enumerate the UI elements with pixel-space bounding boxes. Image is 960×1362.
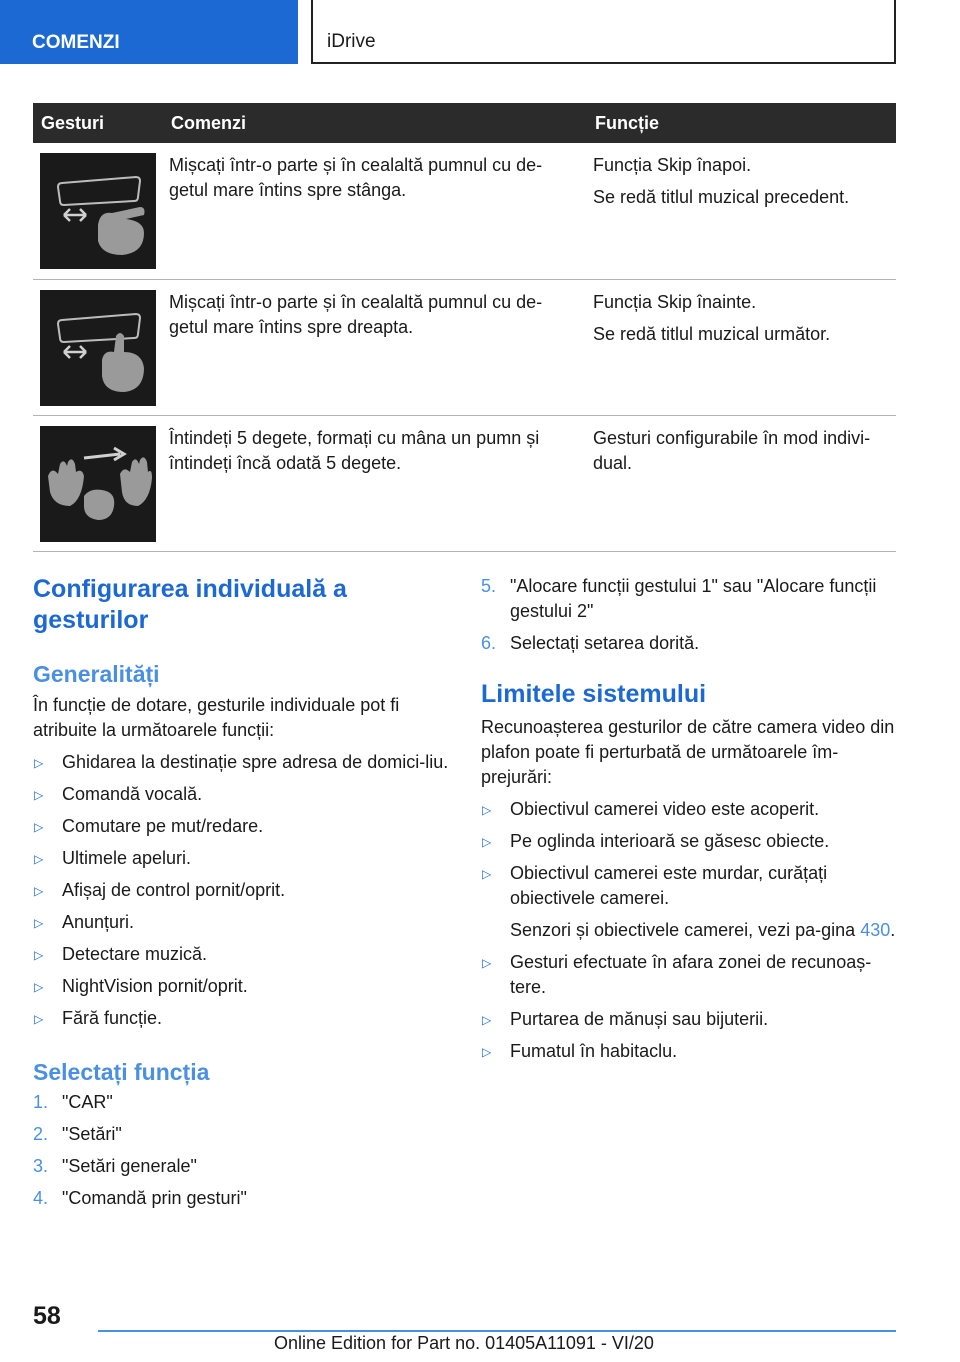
gesture-table bbox=[33, 103, 896, 552]
triangle-bullet-icon: ▷ bbox=[482, 803, 492, 817]
footer-text: Online Edition for Part no. 01405A11091 - VI/20 bbox=[274, 1333, 654, 1353]
triangle-bullet-icon: ▷ bbox=[34, 852, 44, 866]
triangle-bullet-icon: ▷ bbox=[34, 1012, 44, 1026]
list-item: ▷ NightVision pornit/oprit. bbox=[33, 974, 451, 999]
list-item: ▷ Anunțuri. bbox=[33, 910, 451, 935]
table-row bbox=[33, 143, 896, 279]
function-list bbox=[33, 750, 451, 1031]
triangle-bullet-icon: ▷ bbox=[34, 820, 44, 834]
triangle-bullet-icon: ▷ bbox=[482, 1013, 492, 1027]
list-item: ▷ Comandă vocală. bbox=[33, 782, 451, 807]
triangle-bullet-icon: ▷ bbox=[482, 956, 492, 970]
col-header-commands: Comenzi bbox=[163, 103, 587, 143]
list-item: ▷ Detectare muzică. bbox=[33, 942, 451, 967]
command-text: Mișcați într-o parte și în cealaltă pumnul cu de-getul mare întins spre stânga. bbox=[163, 143, 587, 279]
list-item: ▷ Afișaj de control pornit/oprit. bbox=[33, 878, 451, 903]
gesture-image-cell bbox=[33, 143, 163, 279]
function-text bbox=[587, 279, 896, 415]
list-item: ▷ Purtarea de mănuși sau bijuterii. bbox=[481, 1007, 899, 1032]
step-item: 1. "CAR" bbox=[33, 1092, 113, 1112]
triangle-bullet-icon: ▷ bbox=[34, 916, 44, 930]
list-item: ▷ Fără funcție. bbox=[33, 1006, 451, 1031]
limits-list-continued bbox=[481, 950, 899, 1064]
function-line: Se redă titlul muzical precedent. bbox=[593, 187, 850, 207]
list-item: ▷ Ghidarea la destinație spre adresa de domici-liu. bbox=[33, 750, 451, 775]
swipe-left-gesture-icon bbox=[40, 153, 156, 269]
list-item: ▷ Pe oglinda interioară se găsesc obiecte. bbox=[481, 829, 899, 854]
function-line: Gesturi configurabile în mod indivi-dual. bbox=[593, 427, 871, 473]
gesture-image-cell bbox=[33, 279, 163, 415]
function-line: Funcția Skip înapoi. bbox=[593, 155, 752, 175]
step-item: 2. "Setări" bbox=[33, 1124, 122, 1144]
chapter-tab bbox=[311, 0, 896, 64]
list-item: ▷ Obiectivul camerei video este acoperit. bbox=[481, 797, 899, 822]
command-text: Întindeți 5 degete, formați cu mâna un pumn și întindeți încă odată 5 degete. bbox=[163, 415, 587, 551]
cross-reference: Senzori și obiectivele camerei, vezi pa-gina 430. bbox=[510, 920, 896, 940]
list-item: ▷ Obiectivul camerei este murdar, curățați obiectivele camerei. bbox=[482, 863, 828, 908]
function-line: Se redă titlul muzical următor. bbox=[593, 323, 831, 344]
limits-text: Recunoașterea gesturilor de către camera video din plafon poate fi perturbată de următoarele îm-prejurări: bbox=[481, 717, 895, 787]
triangle-bullet-icon: ▷ bbox=[34, 884, 44, 898]
steps-list bbox=[33, 1090, 451, 1211]
section-tab[interactable] bbox=[0, 0, 298, 64]
triangle-bullet-icon: ▷ bbox=[34, 948, 44, 962]
list-item: ▷ Fumatul în habitaclu. bbox=[481, 1039, 899, 1064]
table-header-row bbox=[33, 103, 896, 143]
step-item: 5. "Alocare funcții gestului 1" sau "Alocare funcții gestului 2" bbox=[481, 576, 877, 621]
step-item: 4. "Comandă prin gesturi" bbox=[33, 1188, 247, 1208]
gesture-image-cell bbox=[33, 415, 163, 551]
triangle-bullet-icon: ▷ bbox=[34, 980, 44, 994]
steps-list-continued bbox=[481, 574, 899, 656]
list-item: ▷ Gesturi efectuate în afara zonei de recunoaș-tere. bbox=[482, 952, 872, 997]
limits-title: Limitele sistemului bbox=[481, 680, 707, 708]
page-link[interactable]: 430 bbox=[860, 920, 891, 940]
list-item: ▷ Comutare pe mut/redare. bbox=[33, 814, 451, 839]
list-item: ▷ Ultimele apeluri. bbox=[33, 846, 451, 871]
spread-fist-spread-gesture-icon bbox=[40, 426, 156, 542]
step-item: 6. Selectați setarea dorită. bbox=[481, 633, 700, 653]
chapter-label: iDrive bbox=[327, 31, 376, 52]
triangle-bullet-icon: ▷ bbox=[34, 756, 44, 770]
right-column bbox=[481, 574, 899, 1064]
command-text: Mișcați într-o parte și în cealaltă pumnul cu de-getul mare întins spre dreapta. bbox=[163, 279, 587, 415]
section-label: COMENZI bbox=[32, 32, 120, 53]
col-header-function: Funcție bbox=[587, 103, 896, 143]
triangle-bullet-icon: ▷ bbox=[482, 1045, 492, 1059]
section-title: Configurarea individuală a gesturilor bbox=[33, 575, 347, 634]
footer-divider bbox=[98, 1330, 896, 1332]
function-text bbox=[587, 415, 896, 551]
swipe-right-gesture-icon bbox=[40, 290, 156, 406]
function-line: Funcția Skip înainte. bbox=[593, 291, 757, 312]
general-text: În funcție de dotare, gesturile individuale pot fi atribuite la următoarele funcții: bbox=[33, 695, 400, 740]
col-header-gestures: Gesturi bbox=[33, 103, 163, 143]
page-number: 58 bbox=[33, 1302, 61, 1330]
select-function-heading: Selectați funcția bbox=[33, 1059, 210, 1085]
table-row bbox=[33, 415, 896, 551]
left-column bbox=[33, 574, 451, 1211]
step-item: 3. "Setări generale" bbox=[33, 1156, 197, 1176]
limits-list bbox=[481, 797, 899, 911]
triangle-bullet-icon: ▷ bbox=[482, 867, 492, 881]
function-text bbox=[587, 143, 896, 279]
triangle-bullet-icon: ▷ bbox=[34, 788, 44, 802]
table-row bbox=[33, 279, 896, 415]
general-heading: Generalități bbox=[33, 661, 160, 687]
triangle-bullet-icon: ▷ bbox=[482, 835, 492, 849]
